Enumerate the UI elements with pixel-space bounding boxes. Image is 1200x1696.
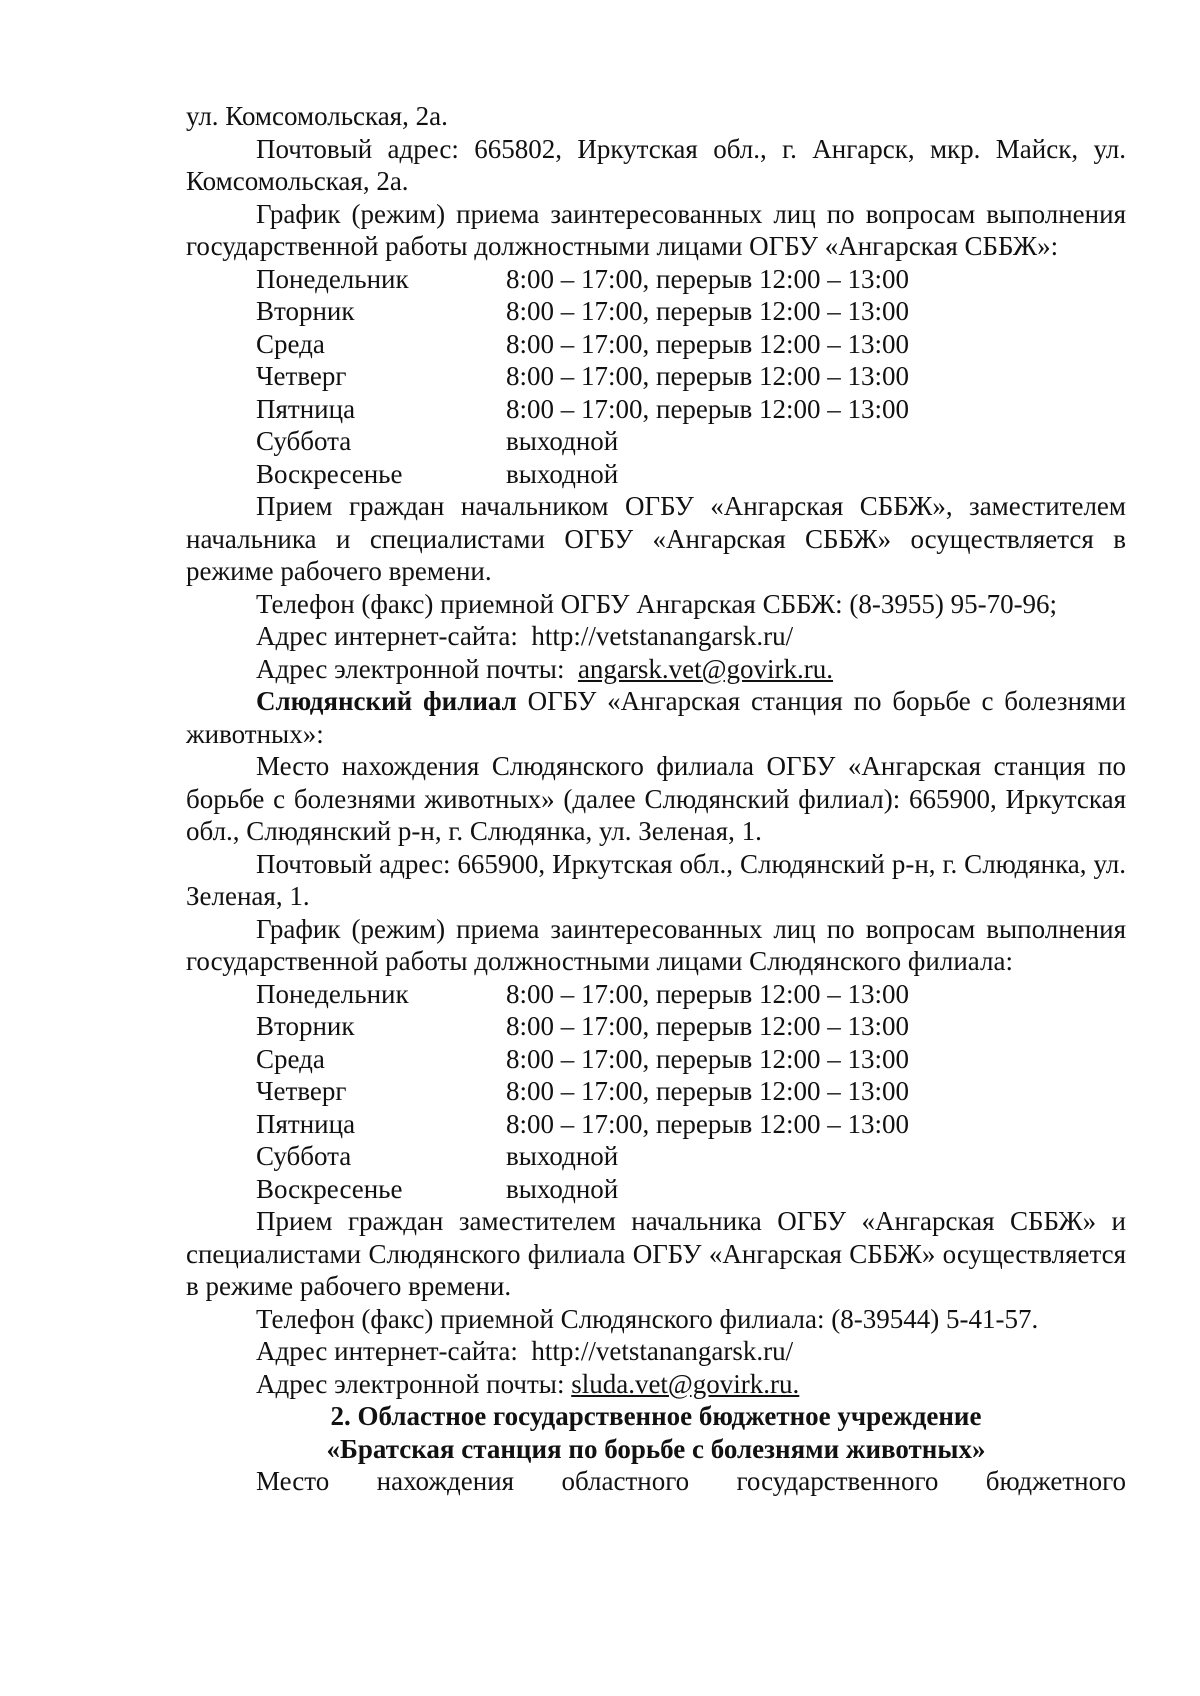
schedule-row	[256, 263, 909, 296]
schedule-row	[256, 328, 909, 361]
schedule-time: 8:00 – 17:00, перерыв 12:00 – 13:00	[506, 393, 910, 424]
schedule-row	[256, 1108, 909, 1141]
website-label: Адрес интернет-сайта:	[256, 621, 518, 651]
schedule-time: выходной	[506, 1141, 619, 1171]
schedule-time: 8:00 – 17:00, перерыв 12:00 – 13:00	[506, 328, 910, 359]
schedule-row	[256, 978, 909, 1011]
schedule-time: 8:00 – 17:00, перерыв 12:00 – 13:00	[506, 1076, 910, 1106]
bratsk-location-start: Место нахождения областного государственного бюджетного	[256, 1466, 1126, 1496]
schedule-time: выходной	[506, 426, 619, 456]
schedule-row	[256, 1043, 909, 1076]
schedule-day: Суббота	[256, 1141, 352, 1171]
schedule-day: Суббота	[256, 426, 352, 456]
schedule-day: Вторник	[256, 296, 355, 326]
schedule-row	[256, 295, 909, 328]
filial-email-line	[186, 1368, 1126, 1401]
filial-org: ОГБУ «Ангарская станция по борьбе с болезнями животных»:	[186, 686, 1126, 749]
email-link[interactable]: sluda.vet@govirk.ru.	[571, 1368, 800, 1399]
email-line	[186, 653, 1126, 686]
document-page	[186, 100, 1126, 1498]
email-label: Адрес электронной почты:	[256, 1368, 565, 1399]
schedule-day: Четверг	[256, 361, 347, 391]
schedule-day: Понедельник	[256, 263, 409, 294]
schedule-time: 8:00 – 17:00, перерыв 12:00 – 13:00	[506, 296, 910, 326]
filial-website-line	[186, 1335, 1126, 1368]
schedule-day: Среда	[256, 328, 325, 359]
schedule-row	[256, 458, 909, 491]
schedule-day: Среда	[256, 1043, 325, 1074]
address-line: ул. Комсомольская, 2а.	[186, 101, 448, 131]
schedule-day: Пятница	[256, 393, 356, 424]
schedule-time: выходной	[506, 458, 619, 489]
schedule-row	[256, 1075, 909, 1108]
filial-reception-note: Прием граждан заместителем начальника ОГБУ «Ангарская СББЖ» и специалистами Слюдянского филиала ОГБУ «Ангарская СББЖ» осуществляется в режиме рабочего времени.	[186, 1206, 1126, 1301]
phone-line: Телефон (факс) приемной ОГБУ Ангарская СББЖ: (8-3955) 95-70-96;	[256, 588, 1058, 619]
schedule-day: Воскресенье	[256, 1173, 403, 1204]
schedule-table-sludyanka	[256, 978, 909, 1206]
postal-address: Почтовый адрес: 665802, Иркутская обл., г. Ангарск, мкр. Майск, ул. Комсомольская, 2а.	[186, 133, 1126, 196]
reception-note: Прием граждан начальником ОГБУ «Ангарская СББЖ», заместителем начальника и специалистами ОГБУ «Ангарская СББЖ» осуществляется в режиме рабочего времени.	[186, 491, 1126, 586]
filial-schedule-intro: График (режим) приема заинтересованных лиц по вопросам выполнения государственной работы должностными лицами Слюдянского филиала:	[186, 913, 1126, 976]
schedule-day: Четверг	[256, 1076, 347, 1106]
schedule-row	[256, 425, 909, 458]
email-label: Адрес электронной почты:	[256, 653, 565, 684]
schedule-day: Понедельник	[256, 978, 409, 1009]
filial-postal-address: Почтовый адрес: 665900, Иркутская обл., Слюдянский р-н, г. Слюдянка, ул. Зеленая, 1.	[186, 848, 1126, 911]
section-heading-line2: «Братская станция по борьбе с болезнями животных»	[326, 1433, 986, 1464]
schedule-table-angarsk	[256, 263, 909, 491]
schedule-time: 8:00 – 17:00, перерыв 12:00 – 13:00	[506, 978, 910, 1009]
schedule-time: 8:00 – 17:00, перерыв 12:00 – 13:00	[506, 1108, 910, 1139]
filial-name: Слюдянский филиал	[256, 686, 517, 716]
schedule-day: Пятница	[256, 1108, 356, 1139]
filial-title	[186, 685, 1126, 750]
filial-location: Место нахождения Слюдянского филиала ОГБУ «Ангарская станция по борьбе с болезнями животных» (далее Слюдянский филиал): 665900, Иркутская обл., Слюдянский р-н, г. Слюдянка, ул. Зеленая, 1.	[186, 751, 1126, 846]
schedule-row	[256, 1173, 909, 1206]
schedule-row	[256, 1010, 909, 1043]
schedule-time: 8:00 – 17:00, перерыв 12:00 – 13:00	[506, 1043, 910, 1074]
website-label: Адрес интернет-сайта:	[256, 1336, 518, 1366]
schedule-row	[256, 360, 909, 393]
schedule-time: 8:00 – 17:00, перерыв 12:00 – 13:00	[506, 361, 910, 391]
schedule-time: 8:00 – 17:00, перерыв 12:00 – 13:00	[506, 1011, 910, 1041]
website-link[interactable]: http://vetstanangarsk.ru/	[531, 1336, 794, 1366]
section-heading-line1: 2. Областное государственное бюджетное учреждение	[330, 1401, 982, 1431]
schedule-day: Воскресенье	[256, 458, 403, 489]
email-link[interactable]: angarsk.vet@govirk.ru.	[577, 653, 834, 684]
schedule-day: Вторник	[256, 1011, 355, 1041]
filial-phone-line: Телефон (факс) приемной Слюдянского филиала: (8-39544) 5-41-57.	[256, 1303, 1039, 1334]
schedule-time: выходной	[506, 1173, 619, 1204]
schedule-intro: График (режим) приема заинтересованных лиц по вопросам выполнения государственной работы должностными лицами ОГБУ «Ангарская СББЖ»:	[186, 198, 1126, 261]
schedule-row	[256, 1140, 909, 1173]
website-link[interactable]: http://vetstanangarsk.ru/	[531, 621, 794, 651]
website-line	[186, 620, 1126, 653]
schedule-row	[256, 393, 909, 426]
schedule-time: 8:00 – 17:00, перерыв 12:00 – 13:00	[506, 263, 910, 294]
